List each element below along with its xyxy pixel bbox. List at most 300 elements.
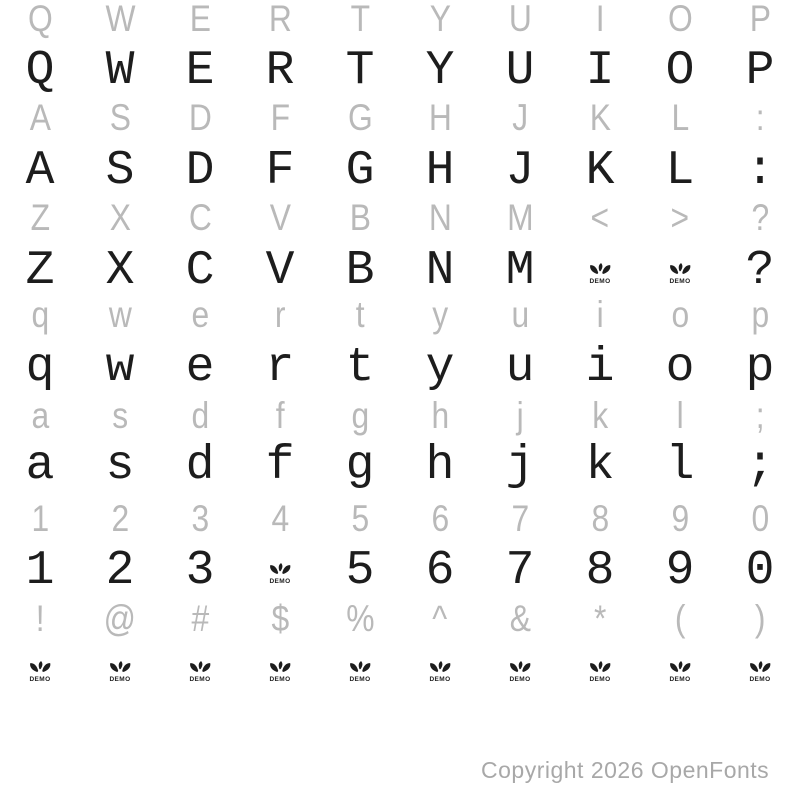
glyph-cell xyxy=(640,397,720,434)
glyph-cell xyxy=(320,439,400,493)
glyph-character: k xyxy=(585,439,615,493)
glyph-cell xyxy=(480,296,560,333)
glyph-cell xyxy=(560,544,640,598)
glyph-character: V xyxy=(265,244,295,298)
glyph-character: l xyxy=(665,439,695,493)
glyph-character: d xyxy=(185,439,215,493)
demo-glyph-label: DEMO xyxy=(109,676,131,683)
glyph-cell xyxy=(400,44,480,98)
glyph-character: 7 xyxy=(511,498,529,539)
glyph-character: P xyxy=(749,0,771,39)
glyph-character: 8 xyxy=(591,498,609,539)
glyph-character: ; xyxy=(755,395,765,436)
glyph-character: $ xyxy=(271,598,289,639)
glyph-character: G xyxy=(345,144,375,198)
glyph-character: P xyxy=(745,44,775,98)
glyph-cell xyxy=(0,600,80,637)
glyph-character: B xyxy=(349,197,371,238)
glyph-character: 0 xyxy=(751,498,769,539)
glyph-character: J xyxy=(505,144,535,198)
glyph-cell xyxy=(720,439,800,493)
glyph-cell xyxy=(720,397,800,434)
glyph-character: g xyxy=(345,439,375,493)
demo-glyph xyxy=(107,660,133,683)
glyph-character: S xyxy=(105,144,135,198)
specimen-row-demo-font xyxy=(0,439,800,493)
glyph-cell xyxy=(80,244,160,298)
glyph-cell xyxy=(720,144,800,198)
glyph-cell xyxy=(240,500,320,537)
three-petal-ornament-icon xyxy=(29,660,51,675)
glyph-character: M xyxy=(505,244,535,298)
glyph-cell xyxy=(640,296,720,333)
glyph-character: f xyxy=(275,395,285,436)
glyph-character: o xyxy=(665,341,695,395)
glyph-cell xyxy=(560,645,640,693)
glyph-cell xyxy=(240,397,320,434)
glyph-character: ; xyxy=(745,439,775,493)
glyph-character: g xyxy=(351,395,369,436)
glyph-cell xyxy=(640,600,720,637)
glyph-cell xyxy=(240,439,320,493)
glyph-cell xyxy=(720,296,800,333)
glyph-cell xyxy=(160,544,240,598)
glyph-character: A xyxy=(29,97,51,138)
glyph-cell xyxy=(160,500,240,537)
demo-glyph xyxy=(587,660,613,683)
glyph-cell xyxy=(640,99,720,136)
glyph-cell xyxy=(80,99,160,136)
glyph-cell xyxy=(640,144,720,198)
glyph-character: j xyxy=(516,395,524,436)
glyph-cell xyxy=(320,544,400,598)
glyph-cell xyxy=(80,0,160,37)
glyph-character: : xyxy=(745,144,775,198)
glyph-character: T xyxy=(350,0,370,39)
glyph-cell xyxy=(160,99,240,136)
glyph-cell xyxy=(640,341,720,395)
glyph-character: I xyxy=(595,0,605,39)
glyph-cell xyxy=(0,44,80,98)
glyph-character: y xyxy=(432,294,448,335)
demo-glyph-label: DEMO xyxy=(429,676,451,683)
glyph-cell xyxy=(560,600,640,637)
glyph-character: B xyxy=(345,244,375,298)
specimen-row-demo-font xyxy=(0,341,800,395)
glyph-cell xyxy=(80,397,160,434)
glyph-character: 9 xyxy=(671,498,689,539)
glyph-cell xyxy=(0,296,80,333)
glyph-cell xyxy=(320,144,400,198)
glyph-cell xyxy=(80,144,160,198)
glyph-cell xyxy=(320,296,400,333)
glyph-character: Z xyxy=(30,197,50,238)
glyph-cell xyxy=(320,0,400,37)
glyph-character: M xyxy=(506,197,534,238)
glyph-cell xyxy=(480,199,560,236)
glyph-cell xyxy=(80,44,160,98)
glyph-cell xyxy=(640,544,720,598)
specimen-row-demo-font xyxy=(0,44,800,98)
glyph-character: C xyxy=(188,197,212,238)
glyph-character: D xyxy=(185,144,215,198)
specimen-row-demo-font xyxy=(0,544,800,598)
glyph-character: C xyxy=(185,244,215,298)
glyph-cell xyxy=(320,341,400,395)
glyph-cell xyxy=(400,341,480,395)
demo-glyph-label: DEMO xyxy=(509,676,531,683)
glyph-cell xyxy=(720,44,800,98)
glyph-character: W xyxy=(105,44,135,98)
glyph-character: w xyxy=(108,294,132,335)
demo-glyph-label: DEMO xyxy=(589,676,611,683)
glyph-cell xyxy=(560,439,640,493)
glyph-cell xyxy=(320,500,400,537)
glyph-cell xyxy=(400,199,480,236)
glyph-character: O xyxy=(665,44,695,98)
glyph-cell xyxy=(720,341,800,395)
glyph-character: i xyxy=(585,341,615,395)
specimen-row-demo-font xyxy=(0,144,800,198)
glyph-character: 9 xyxy=(665,544,695,598)
three-petal-ornament-icon xyxy=(189,660,211,675)
glyph-character: 4 xyxy=(271,498,289,539)
glyph-character: u xyxy=(505,341,535,395)
glyph-character: N xyxy=(425,244,455,298)
glyph-cell xyxy=(720,244,800,298)
demo-glyph-label: DEMO xyxy=(269,676,291,683)
glyph-cell xyxy=(240,600,320,637)
glyph-character: h xyxy=(425,439,455,493)
glyph-character: 7 xyxy=(505,544,535,598)
glyph-cell xyxy=(160,600,240,637)
glyph-cell xyxy=(480,144,560,198)
specimen-row-fallback xyxy=(0,99,800,136)
glyph-cell xyxy=(640,0,720,37)
glyph-character: L xyxy=(665,144,695,198)
glyph-cell xyxy=(560,0,640,37)
glyph-cell xyxy=(560,44,640,98)
glyph-cell xyxy=(720,600,800,637)
glyph-character: r xyxy=(274,294,286,335)
glyph-character: q xyxy=(31,294,49,335)
glyph-cell xyxy=(400,397,480,434)
glyph-cell xyxy=(0,439,80,493)
three-petal-ornament-icon xyxy=(589,660,611,675)
glyph-character: T xyxy=(345,44,375,98)
demo-glyph xyxy=(667,262,693,285)
glyph-cell xyxy=(400,244,480,298)
three-petal-ornament-icon xyxy=(669,262,691,277)
glyph-character: t xyxy=(345,341,375,395)
glyph-cell xyxy=(0,645,80,693)
glyph-cell xyxy=(400,645,480,693)
glyph-character: j xyxy=(505,439,535,493)
copyright-text: Copyright 2026 OpenFonts xyxy=(481,757,770,783)
three-petal-ornament-icon xyxy=(109,660,131,675)
glyph-character: E xyxy=(189,0,211,39)
glyph-cell xyxy=(160,296,240,333)
demo-glyph-label: DEMO xyxy=(29,676,51,683)
glyph-character: s xyxy=(105,439,135,493)
glyph-character: * xyxy=(593,598,607,639)
glyph-cell xyxy=(400,99,480,136)
demo-glyph-label: DEMO xyxy=(269,578,291,585)
glyph-character: ) xyxy=(754,598,766,639)
glyph-cell xyxy=(480,439,560,493)
glyph-cell xyxy=(400,439,480,493)
demo-glyph xyxy=(267,562,293,585)
glyph-character: o xyxy=(671,294,689,335)
glyph-character: K xyxy=(589,97,611,138)
glyph-cell xyxy=(560,99,640,136)
three-petal-ornament-icon xyxy=(509,660,531,675)
three-petal-ornament-icon xyxy=(269,562,291,577)
demo-glyph xyxy=(27,660,53,683)
glyph-cell xyxy=(320,199,400,236)
glyph-cell xyxy=(320,397,400,434)
glyph-cell xyxy=(160,645,240,693)
glyph-character: E xyxy=(185,44,215,98)
specimen-row-fallback xyxy=(0,397,800,434)
glyph-cell xyxy=(240,0,320,37)
glyph-cell xyxy=(240,645,320,693)
glyph-character: F xyxy=(270,97,290,138)
glyph-character: i xyxy=(596,294,604,335)
glyph-cell xyxy=(480,44,560,98)
glyph-cell xyxy=(160,341,240,395)
glyph-character: J xyxy=(512,97,528,138)
specimen-row-fallback xyxy=(0,0,800,37)
glyph-character: @ xyxy=(103,598,137,639)
demo-glyph xyxy=(267,660,293,683)
glyph-cell xyxy=(640,199,720,236)
glyph-character: G xyxy=(347,97,373,138)
glyph-cell xyxy=(560,296,640,333)
three-petal-ornament-icon xyxy=(349,660,371,675)
demo-glyph xyxy=(347,660,373,683)
glyph-character: 2 xyxy=(105,544,135,598)
glyph-character: 3 xyxy=(185,544,215,598)
glyph-character: A xyxy=(25,144,55,198)
demo-glyph xyxy=(667,660,693,683)
glyph-cell xyxy=(240,244,320,298)
glyph-cell xyxy=(160,439,240,493)
glyph-cell xyxy=(560,247,640,295)
glyph-character: ? xyxy=(745,244,775,298)
three-petal-ornament-icon xyxy=(749,660,771,675)
glyph-cell xyxy=(240,547,320,595)
specimen-row-fallback xyxy=(0,500,800,537)
glyph-character: I xyxy=(585,44,615,98)
glyph-cell xyxy=(640,44,720,98)
glyph-character: 8 xyxy=(585,544,615,598)
glyph-character: R xyxy=(265,44,295,98)
glyph-cell xyxy=(160,44,240,98)
glyph-character: 5 xyxy=(345,544,375,598)
glyph-cell xyxy=(480,544,560,598)
specimen-row-fallback xyxy=(0,600,800,637)
demo-glyph xyxy=(427,660,453,683)
glyph-cell xyxy=(0,0,80,37)
glyph-cell xyxy=(0,99,80,136)
glyph-cell xyxy=(320,645,400,693)
glyph-character: w xyxy=(105,341,135,395)
glyph-cell xyxy=(320,99,400,136)
glyph-character: u xyxy=(511,294,529,335)
glyph-character: Y xyxy=(429,0,451,39)
glyph-cell xyxy=(400,500,480,537)
glyph-character: 1 xyxy=(25,544,55,598)
glyph-character: : xyxy=(755,97,765,138)
glyph-cell xyxy=(160,244,240,298)
glyph-cell xyxy=(480,244,560,298)
glyph-cell xyxy=(80,199,160,236)
glyph-character: k xyxy=(592,395,608,436)
glyph-cell xyxy=(320,244,400,298)
glyph-character: Y xyxy=(425,44,455,98)
glyph-cell xyxy=(480,500,560,537)
glyph-character: V xyxy=(269,197,291,238)
glyph-character: D xyxy=(188,97,212,138)
glyph-cell xyxy=(400,544,480,598)
glyph-cell xyxy=(160,0,240,37)
glyph-cell xyxy=(0,544,80,598)
demo-glyph xyxy=(507,660,533,683)
glyph-cell xyxy=(640,645,720,693)
glyph-cell xyxy=(0,144,80,198)
glyph-cell xyxy=(560,199,640,236)
glyph-character: t xyxy=(355,294,365,335)
glyph-character: 6 xyxy=(431,498,449,539)
glyph-character: 6 xyxy=(425,544,455,598)
demo-glyph-label: DEMO xyxy=(669,676,691,683)
glyph-cell xyxy=(0,397,80,434)
glyph-cell xyxy=(560,144,640,198)
three-petal-ornament-icon xyxy=(669,660,691,675)
three-petal-ornament-icon xyxy=(429,660,451,675)
glyph-character: N xyxy=(428,197,452,238)
glyph-cell xyxy=(80,645,160,693)
glyph-cell xyxy=(80,600,160,637)
glyph-character: e xyxy=(191,294,209,335)
glyph-character: 3 xyxy=(191,498,209,539)
glyph-cell xyxy=(720,99,800,136)
glyph-character: a xyxy=(31,395,49,436)
glyph-character: Q xyxy=(25,44,55,98)
glyph-character: < xyxy=(590,197,610,238)
glyph-cell xyxy=(560,500,640,537)
glyph-cell xyxy=(640,247,720,295)
glyph-cell xyxy=(560,341,640,395)
glyph-character: ( xyxy=(674,598,686,639)
glyph-cell xyxy=(240,99,320,136)
glyph-cell xyxy=(320,600,400,637)
glyph-cell xyxy=(0,244,80,298)
glyph-character: 2 xyxy=(111,498,129,539)
glyph-character: R xyxy=(268,0,292,39)
glyph-cell xyxy=(240,44,320,98)
glyph-character: X xyxy=(105,244,135,298)
glyph-cell xyxy=(640,439,720,493)
glyph-character: F xyxy=(265,144,295,198)
glyph-cell xyxy=(720,544,800,598)
glyph-character: ! xyxy=(35,598,45,639)
glyph-cell xyxy=(400,600,480,637)
demo-glyph-label: DEMO xyxy=(749,676,771,683)
glyph-character: e xyxy=(185,341,215,395)
glyph-character: p xyxy=(751,294,769,335)
glyph-cell xyxy=(400,0,480,37)
demo-glyph-label: DEMO xyxy=(349,676,371,683)
glyph-character: # xyxy=(191,598,209,639)
demo-glyph xyxy=(747,660,773,683)
glyph-character: > xyxy=(670,197,690,238)
glyph-character: d xyxy=(191,395,209,436)
glyph-character: Q xyxy=(27,0,53,39)
glyph-cell xyxy=(160,199,240,236)
glyph-character: l xyxy=(676,395,684,436)
glyph-cell xyxy=(80,296,160,333)
glyph-character: U xyxy=(505,44,535,98)
glyph-cell xyxy=(80,341,160,395)
glyph-cell xyxy=(240,199,320,236)
specimen-row-demo-font xyxy=(0,244,800,298)
glyph-cell xyxy=(720,500,800,537)
three-petal-ornament-icon xyxy=(269,660,291,675)
glyph-cell xyxy=(80,500,160,537)
glyph-character: f xyxy=(265,439,295,493)
specimen-row-fallback xyxy=(0,296,800,333)
glyph-character: O xyxy=(667,0,693,39)
glyph-cell xyxy=(0,341,80,395)
glyph-character: 5 xyxy=(351,498,369,539)
glyph-cell xyxy=(480,99,560,136)
glyph-cell xyxy=(720,199,800,236)
glyph-cell xyxy=(80,439,160,493)
glyph-cell xyxy=(80,544,160,598)
glyph-character: r xyxy=(265,341,295,395)
glyph-cell xyxy=(240,144,320,198)
glyph-character: S xyxy=(109,97,131,138)
glyph-cell xyxy=(480,645,560,693)
glyph-character: p xyxy=(745,341,775,395)
glyph-cell xyxy=(720,645,800,693)
glyph-character: H xyxy=(425,144,455,198)
glyph-character: y xyxy=(425,341,455,395)
glyph-character: X xyxy=(109,197,131,238)
glyph-character: K xyxy=(585,144,615,198)
glyph-character: Z xyxy=(25,244,55,298)
glyph-cell xyxy=(400,296,480,333)
glyph-cell xyxy=(560,397,640,434)
specimen-row-demo-font xyxy=(0,645,800,693)
glyph-cell xyxy=(480,0,560,37)
glyph-character: 1 xyxy=(31,498,49,539)
glyph-cell xyxy=(160,144,240,198)
specimen-row-fallback xyxy=(0,199,800,236)
glyph-cell xyxy=(480,341,560,395)
glyph-cell xyxy=(480,397,560,434)
glyph-character: ^ xyxy=(432,598,448,639)
glyph-cell xyxy=(320,44,400,98)
glyph-character: q xyxy=(25,341,55,395)
glyph-cell xyxy=(480,600,560,637)
glyph-character: U xyxy=(508,0,532,39)
glyph-character: 0 xyxy=(745,544,775,598)
glyph-character: L xyxy=(671,97,689,138)
glyph-character: H xyxy=(428,97,452,138)
